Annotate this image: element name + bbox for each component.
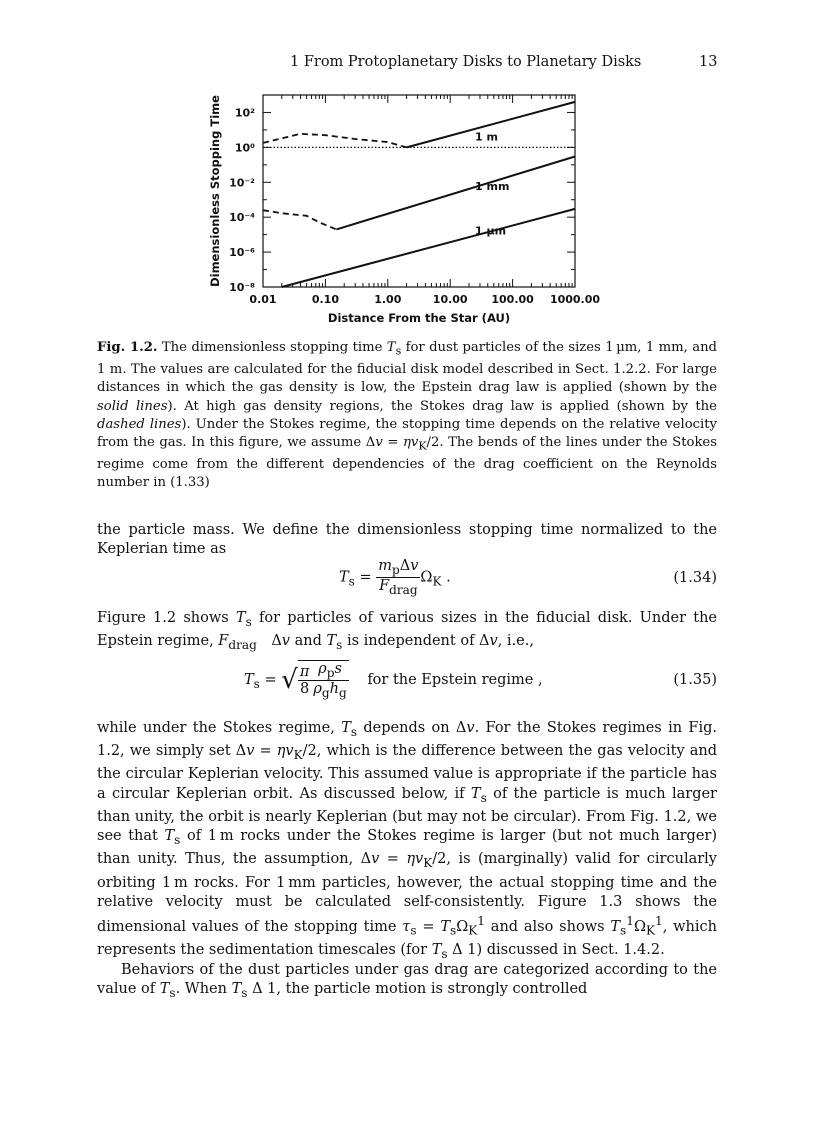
running-header-title: 1 From Protoplanetary Disks to Planetary Disks	[290, 54, 642, 70]
y-tick-label: 10⁻⁶	[229, 246, 255, 260]
y-axis-label: Dimensionless Stopping Time	[208, 95, 222, 287]
paragraph-3: while under the Stokes regime, $T_s$ depends on Δv. For the Stokes regimes in Fig. 1.2, we simply set $\Delta v = \eta v_K/2$, which is the difference between the gas velocity and the circular Keplerian velocity. This assumed value is appropriate if the particle has a circular Keplerian orbit. As discussed below, if $T_s$ of the particle is much larger than unity, the orbit is nearly Keplerian (but may not be circular). From Fig. 1.2, we see that $T_s$ of 1 m rocks under the Stokes regime is larger (but not much larger) than unity. Thus, the assumption, $\Delta v = \eta v_K/2$, is (marginally) valid for circularly orbiting 1 m rocks. For 1 mm particles, however, the actual stopping time and the relative velocity must be calculated self-consistently. Figure 1.3 shows the dimensional values of the stopping time $\tau_s = T_s\Omega_K^1$ and also shows $T_s^1\Omega_K^1$, which represents the sedimentation timescales (for $T_s$ Δ 1) discussed in Sect. 1.4.2.	[97, 720, 717, 962]
caption-emph: dashed lines	[97, 416, 182, 432]
equation-number: (1.35)	[673, 672, 717, 688]
series-label: 1 mm	[475, 180, 510, 194]
equation-number: (1.34)	[673, 570, 717, 586]
text-run: of the particle is much larger than unity, the orbit is nearly Keplerian (but may not be circular). From Fig. 1.2, we see that	[97, 785, 717, 845]
x-axis-label: Distance From the Star (AU)	[327, 311, 511, 325]
text-run: /2, is (marginally) valid for circularly orbiting 1 m rocks. For 1 mm particles, however, the actual stopping time and the relative velocity must be calculated self-consistently. Figure 1.3 shows the dimensional values of the stopping time	[97, 851, 717, 935]
series-stokes-dashed	[263, 210, 336, 229]
caption-label: Fig. 1.2.	[97, 340, 158, 355]
plot-frame	[263, 95, 575, 287]
x-tick-label: 1.00	[374, 293, 402, 306]
text-run: Figure 1.2 shows	[97, 610, 236, 626]
text-run: . For the Stokes regimes in Fig. 1.2, we simply set Δ	[97, 720, 717, 760]
text-run: =	[416, 918, 441, 935]
caption-text: /2. The bends of the lines under the Stokes regime come from the different dependencies of the drag coefficient on the Reynolds number in (1.33)	[97, 435, 718, 491]
text-run: for particles of various sizes in the fiducial disk. Under the Epstein regime,	[97, 610, 717, 650]
text-run: , i.e.,	[497, 633, 534, 650]
caption-text: =	[382, 435, 403, 451]
y-tick-label: 10²	[234, 106, 255, 120]
text-run: of 1 m rocks under the Stokes regime is larger (but not much larger) than unity. Thus, the assumption, Δ	[97, 828, 717, 868]
caption-text: The dimensionless stopping time	[161, 340, 387, 355]
caption-text: for dust particles of the sizes 1 µm, 1 mm, and 1 m. The values are calculated for the fiducial disk model described in Sect. 1.2.2. For large distances in which the gas density is low, the Epstein drag law is applied (shown by the	[97, 340, 718, 396]
caption-text: ). At high gas density regions, the Stokes drag law is applied (shown by the	[167, 398, 717, 414]
caption-emph: solid lines	[97, 398, 168, 414]
figure-caption: Fig. 1.2. The dimensionless stopping time $T_s$ for dust particles of the sizes 1 µm, 1 mm, and 1 m. The values are calculated for the fiducial disk model described in Sect. 1.2.2. For large distances in which the gas density is low, the Epstein drag law is applied (shown by the solid lines). At high gas density regions, the Stokes drag law is applied (shown by the dashed lines). Under the Stokes regime, the stopping time depends on the relative velocity from the gas. In this figure, we assume $\Delta v = \eta v_K/2$. The bends of the lines under the Stokes regime come from the different dependencies of the drag coefficient on the Reynolds number in (1.33)	[97, 340, 718, 491]
text-run: Δ 1) discussed in Sect. 1.4.2.	[447, 942, 665, 959]
text-run: , which represents the sedimentation timescales (for	[97, 918, 717, 959]
equation-condition: for the Epstein regime ,	[367, 671, 543, 688]
series-epstein-solid	[282, 209, 575, 287]
paragraph-1: the particle mass. We define the dimensionless stopping time normalized to the Keplerian time as	[97, 522, 717, 558]
paragraph-2: Figure 1.2 shows $T_s$ for particles of various sizes in the fiducial disk. Under the Epstein regime, $F_{drag}$ Δv and $T_s$ is independent of Δv, i.e.,	[97, 610, 717, 653]
paragraph-4: Behaviors of the dust particles under gas drag are categorized according to the value of $T_s$. When $T_s$ Δ 1, the particle motion is strongly controlled	[97, 962, 717, 1001]
text-run: while under the Stokes regime,	[97, 720, 342, 736]
text-run: Δ	[256, 633, 282, 650]
x-tick-label: 1000.00	[549, 293, 601, 306]
page-number: 13	[699, 54, 718, 70]
stopping-time-chart	[205, 90, 615, 330]
y-tick-label: 10⁻²	[229, 176, 255, 190]
equation-1-34: $T_s$ = $\frac{m_p\Delta v}{F_{drag}}$ $\Omega_K$ . (1.34)	[339, 558, 717, 597]
x-tick-label: 10.00	[432, 293, 468, 306]
text-run: depends on Δ	[357, 720, 467, 736]
series-label: 1 µm	[475, 224, 507, 238]
caption-text: ). Under the Stokes regime, the stopping time depends on the relative velocity from the gas. In this figure, we assume Δ	[97, 416, 717, 451]
text-run: =	[379, 851, 407, 868]
series-stokes-dashed	[263, 134, 407, 148]
x-tick-label: 0.01	[249, 293, 277, 306]
y-tick-label: 10⁰	[234, 141, 255, 155]
text-run: and also shows	[484, 918, 611, 935]
text-run: is independent of Δ	[342, 633, 490, 650]
text-run: Behaviors of the dust particles under gas drag are categorized according to the value of	[97, 962, 717, 998]
y-tick-label: 10⁻⁴	[229, 211, 255, 225]
text-run: /2, which is the difference between the gas velocity and the circular Keplerian velocity. This assumed value is appropriate if the particle has a circular Keplerian orbit. As discussed below, if	[97, 743, 717, 802]
x-tick-label: 0.10	[311, 293, 339, 306]
equation-1-35: $T_s$ = √ $\frac{\pi}{8}$ $\frac{\rho_ps}{\rho_gh_g}$ for the Epstein regime , (1.35)	[244, 661, 717, 700]
y-tick-label: 10⁻⁸	[229, 281, 255, 294]
series-label: 1 m	[475, 130, 498, 144]
text-run: =	[254, 743, 277, 760]
text-run: Δ 1, the particle motion is strongly controlled	[247, 981, 588, 998]
x-tick-label: 100.00	[491, 293, 534, 306]
text-run: . When	[175, 981, 232, 998]
text-run: and	[290, 633, 327, 650]
